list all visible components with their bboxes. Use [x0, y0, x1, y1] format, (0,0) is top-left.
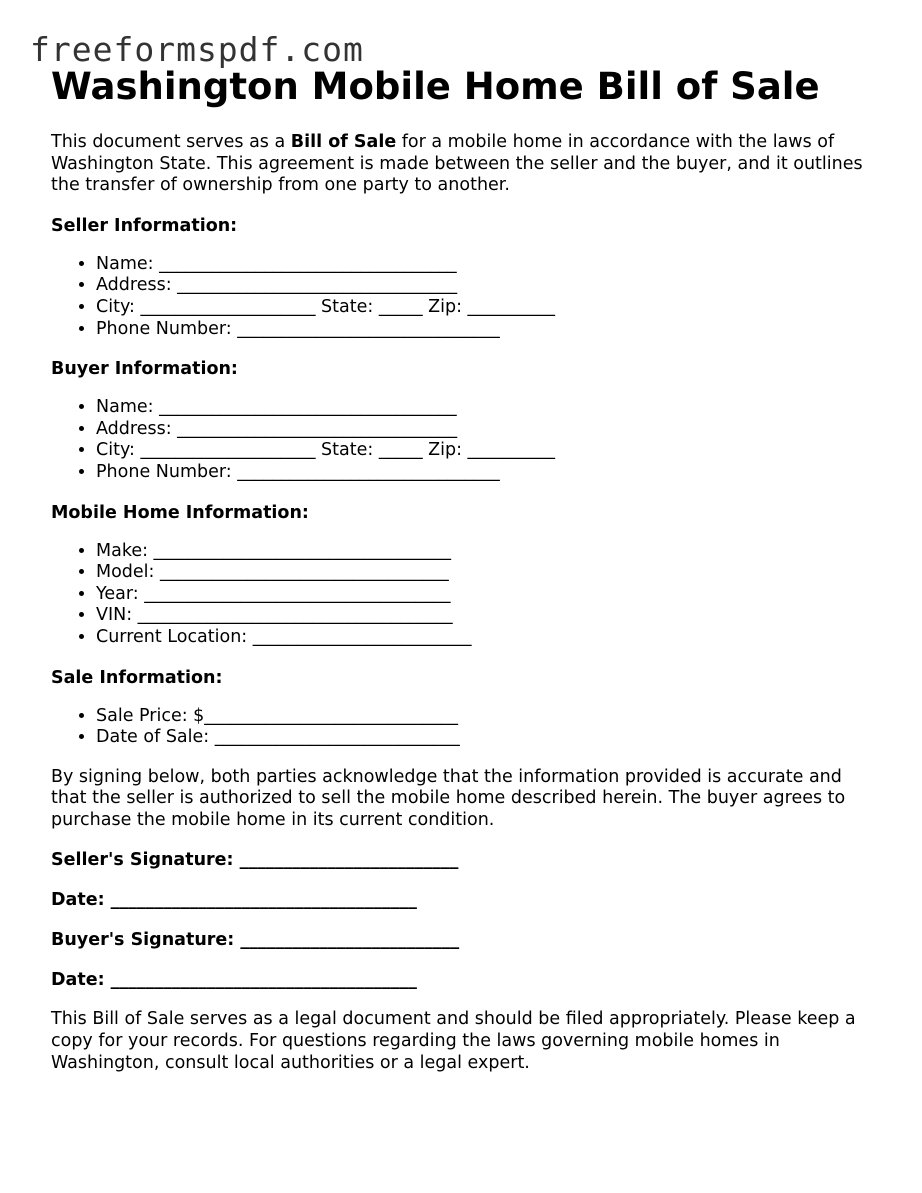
seller-phone-field[interactable]: • Phone Number: ______________________________: [96, 319, 881, 341]
intro-text-before: This document serves as a: [51, 132, 291, 152]
intro-paragraph: [51, 132, 881, 197]
seller-fields: [51, 254, 881, 340]
seller-city-state-zip-field[interactable]: • City: ____________________ State: _____ Zip: __________: [96, 297, 881, 319]
buyer-date-field[interactable]: Date: ___________________________________: [51, 970, 417, 991]
watermark-logo: freeformspdf.com: [30, 30, 364, 69]
sale-date-field[interactable]: • Date of Sale: ____________________________: [96, 727, 881, 749]
closing-paragraph: This Bill of Sale serves as a legal document and should be filed appropriately. Please keep a copy for your records. For questions regarding the laws governing mobile homes in Washington, consult local authorities or a legal expert.: [51, 1009, 856, 1073]
buyer-name-field[interactable]: • Name: __________________________________: [96, 397, 881, 419]
home-location-field[interactable]: • Current Location: _________________________: [96, 627, 881, 649]
seller-date-field[interactable]: Date: ___________________________________: [51, 890, 417, 911]
home-year-field[interactable]: • Year: ___________________________________: [96, 584, 881, 606]
buyer-fields: [51, 397, 881, 483]
seller-address-field[interactable]: • Address: ________________________________: [96, 275, 881, 297]
sale-heading: Sale Information:: [51, 667, 223, 688]
buyer-signature-field[interactable]: Buyer's Signature: _________________________: [51, 930, 460, 951]
document-page: [51, 64, 881, 1074]
buyer-phone-field[interactable]: • Phone Number: ______________________________: [96, 462, 881, 484]
sale-price-field[interactable]: • Sale Price: $_____________________________: [96, 706, 881, 728]
buyer-city-state-zip-field[interactable]: • City: ____________________ State: _____ Zip: __________: [96, 440, 881, 462]
document-title: Washington Mobile Home Bill of Sale: [51, 65, 820, 108]
intro-bold-term: Bill of Sale: [290, 132, 397, 152]
home-make-field[interactable]: • Make: __________________________________: [96, 541, 881, 563]
intro-text-after: for a mobile home in accordance with the laws of Washington State. This agreement is made between the seller and the buyer, and it outlines the transfer of ownership from one party to another.: [51, 132, 863, 196]
seller-heading: Seller Information:: [51, 215, 238, 236]
sale-fields: [51, 706, 881, 749]
seller-name-field[interactable]: • Name: __________________________________: [96, 254, 881, 276]
buyer-heading: Buyer Information:: [51, 359, 238, 380]
home-heading: Mobile Home Information:: [51, 502, 309, 523]
acknowledgement-paragraph: By signing below, both parties acknowledge that the information provided is accurate and that the seller is authorized to sell the mobile home described herein. The buyer agrees to purchase the mobile home in its current condition.: [51, 766, 846, 830]
seller-signature-field[interactable]: Seller's Signature: _________________________: [51, 850, 459, 871]
home-vin-field[interactable]: • VIN: ____________________________________: [96, 605, 881, 627]
home-model-field[interactable]: • Model: _________________________________: [96, 562, 881, 584]
buyer-address-field[interactable]: • Address: ________________________________: [96, 419, 881, 441]
home-fields: [51, 541, 881, 649]
